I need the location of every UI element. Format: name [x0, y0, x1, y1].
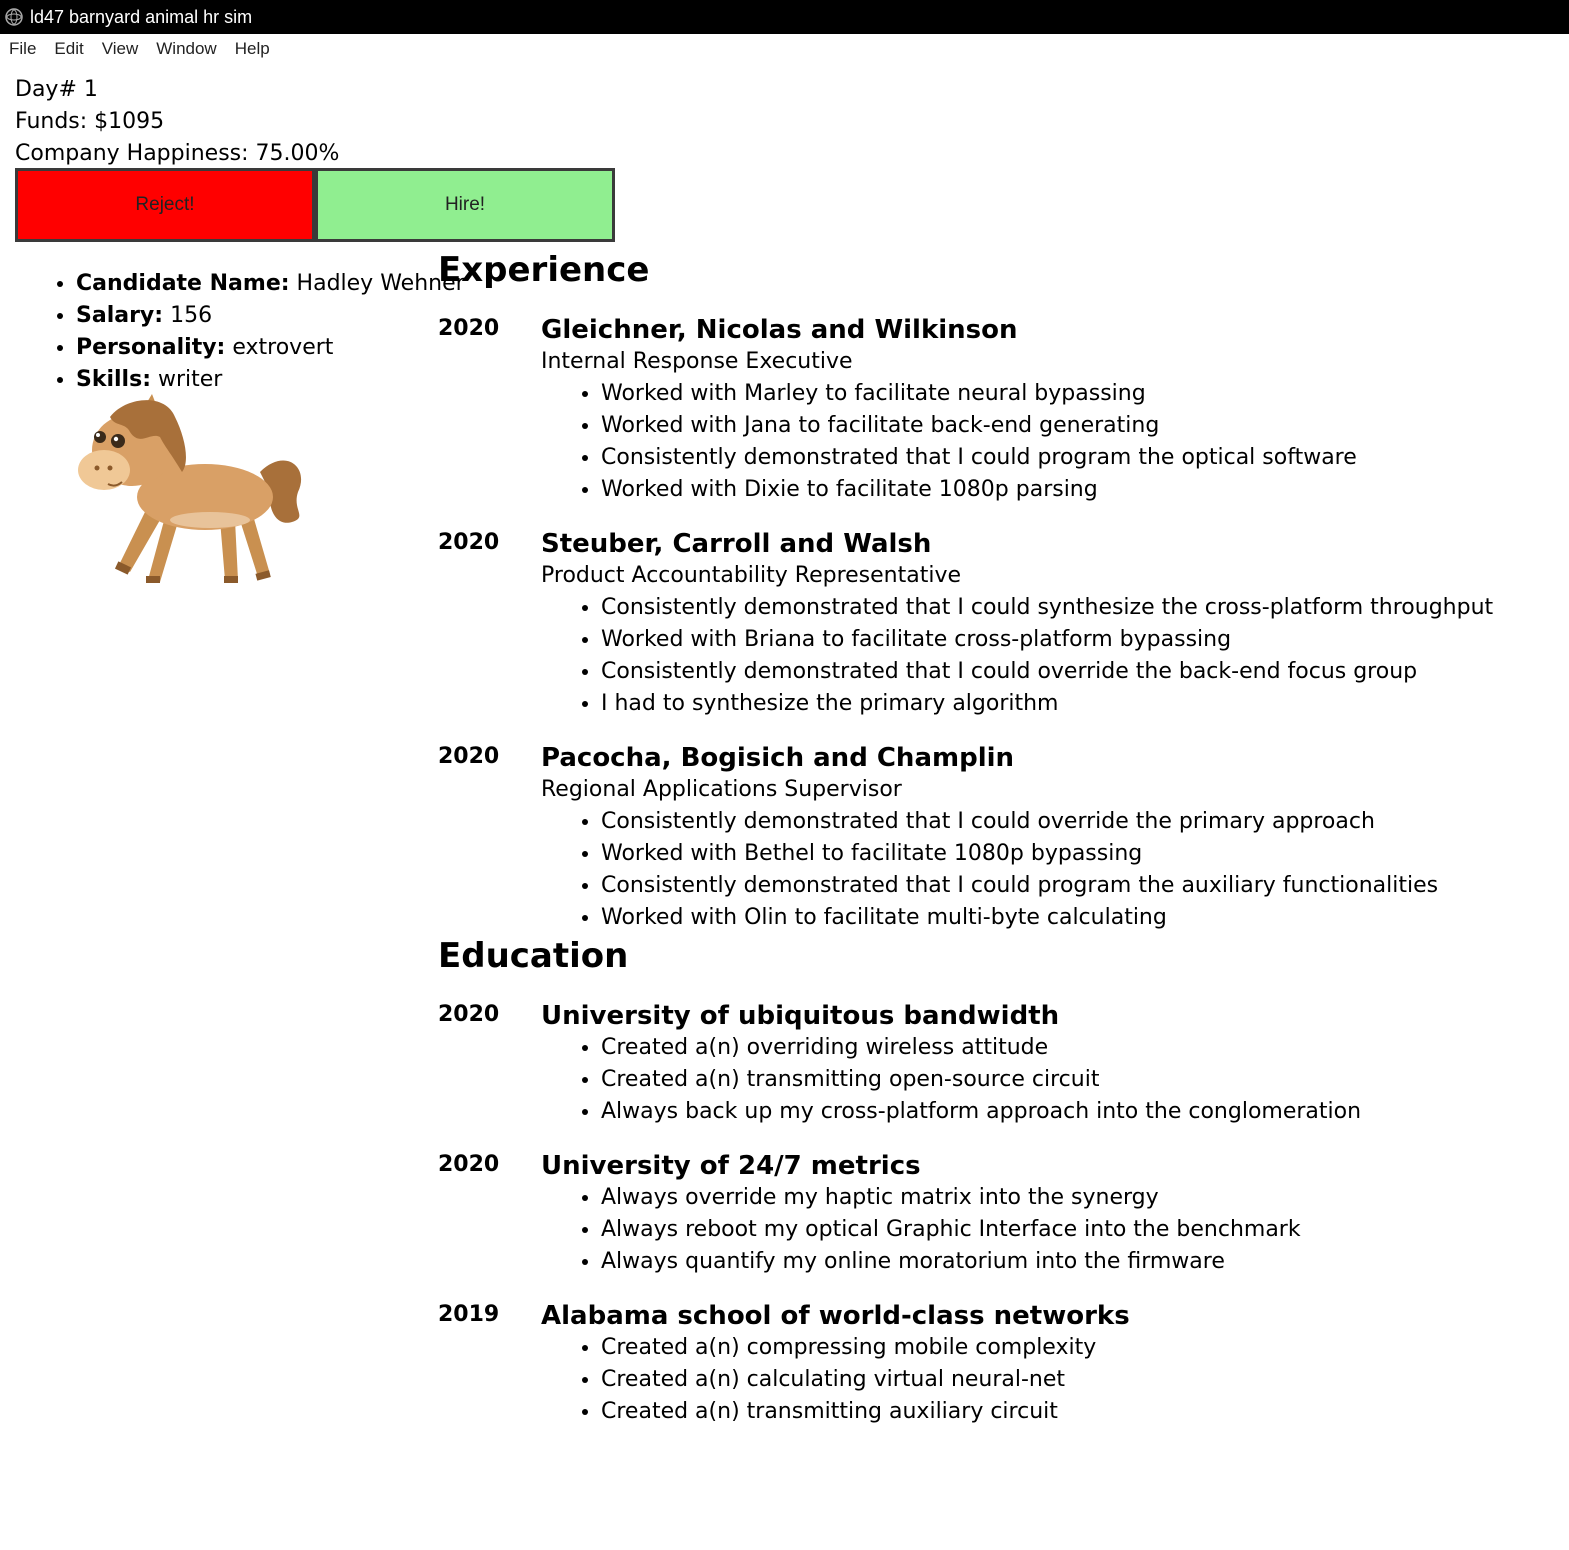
day-counter: Day# 1 — [15, 77, 98, 102]
list-item: • Worked with Dixie to facilitate 1080p parsing — [601, 474, 1558, 506]
experience-heading: Experience — [438, 250, 650, 290]
list-item: • Created a(n) compressing mobile complexity — [601, 1332, 1558, 1364]
personality-label: Personality: — [76, 335, 226, 360]
list-item: • Always override my haptic matrix into the synergy — [601, 1182, 1558, 1214]
skills-value: writer — [158, 367, 223, 392]
menu-view[interactable]: View — [101, 39, 139, 58]
school-name: University of ubiquitous bandwidth — [541, 1001, 1060, 1031]
list-item: • Created a(n) overriding wireless attitude — [601, 1032, 1558, 1064]
list-item: • Worked with Bethel to facilitate 1080p bypassing — [601, 838, 1558, 870]
title-bar — [0, 0, 1569, 34]
job-title: Regional Applications Supervisor — [541, 777, 902, 802]
candidate-name: Hadley Wehner — [296, 271, 465, 296]
list-item: • Consistently demonstrated that I could program the optical software — [601, 442, 1558, 474]
entry-year: 2020 — [438, 316, 500, 341]
menu-file[interactable]: File — [9, 39, 37, 58]
education-entry — [438, 1300, 1558, 1428]
entry-year: 2019 — [438, 1302, 500, 1327]
list-item: • Always back up my cross-platform approach into the conglomeration — [601, 1096, 1558, 1128]
personality-value: extrovert — [232, 335, 334, 360]
decision-buttons — [15, 168, 615, 242]
company-happiness: Company Happiness: 75.00% — [15, 141, 340, 166]
education-entry — [438, 1000, 1558, 1128]
candidate-name-item — [76, 268, 465, 300]
list-item: • Created a(n) transmitting open-source circuit — [601, 1064, 1558, 1096]
entry-year: 2020 — [438, 1002, 500, 1027]
company-name: Steuber, Carroll and Walsh — [541, 529, 932, 559]
experience-entry — [438, 528, 1558, 720]
salary-label: Salary: — [76, 303, 164, 328]
list-item: • Consistently demonstrated that I could program the auxiliary functionalities — [601, 870, 1558, 902]
job-title: Internal Response Executive — [541, 349, 853, 374]
menu-window[interactable]: Window — [156, 39, 217, 58]
company-name: Pacocha, Bogisich and Champlin — [541, 743, 1015, 773]
app-icon — [4, 7, 24, 27]
horse-image — [70, 392, 310, 592]
resume — [438, 248, 1558, 1428]
skills-label: Skills: — [76, 367, 151, 392]
candidate-name-label: Candidate Name: — [76, 271, 290, 296]
education-entry — [438, 1150, 1558, 1278]
list-item: • Consistently demonstrated that I could override the primary approach — [601, 806, 1558, 838]
personality-item — [76, 332, 465, 364]
company-name: Gleichner, Nicolas and Wilkinson — [541, 315, 1018, 345]
experience-entry — [438, 314, 1558, 506]
list-item: • Consistently demonstrated that I could synthesize the cross-platform throughput — [601, 592, 1558, 624]
experience-entry — [438, 742, 1558, 934]
list-item: • Always quantify my online moratorium into the firmware — [601, 1246, 1558, 1278]
stats-panel — [15, 74, 339, 170]
menu-bar — [0, 34, 1569, 64]
list-item: • I had to synthesize the primary algorithm — [601, 688, 1558, 720]
reject-button[interactable]: Reject! — [15, 168, 315, 242]
list-item: • Worked with Briana to facilitate cross-platform bypassing — [601, 624, 1558, 656]
candidate-info — [46, 268, 465, 396]
list-item: • Consistently demonstrated that I could override the back-end focus group — [601, 656, 1558, 688]
window-title: ld47 barnyard animal hr sim — [30, 6, 253, 27]
school-name: Alabama school of world-class networks — [541, 1301, 1130, 1331]
list-item: • Always reboot my optical Graphic Interface into the benchmark — [601, 1214, 1558, 1246]
list-item: • Worked with Marley to facilitate neural bypassing — [601, 378, 1558, 410]
menu-edit[interactable]: Edit — [54, 39, 84, 58]
menu-help[interactable]: Help — [234, 39, 270, 58]
list-item: • Worked with Jana to facilitate back-end generating — [601, 410, 1558, 442]
hire-button[interactable]: Hire! — [315, 168, 615, 242]
list-item: • Worked with Olin to facilitate multi-byte calculating — [601, 902, 1558, 934]
list-item: • Created a(n) calculating virtual neural-net — [601, 1364, 1558, 1396]
education-heading: Education — [438, 936, 629, 976]
list-item: • Created a(n) transmitting auxiliary circuit — [601, 1396, 1558, 1428]
salary-value: 156 — [170, 303, 213, 328]
funds-display: Funds: $1095 — [15, 109, 165, 134]
salary-item — [76, 300, 465, 332]
entry-year: 2020 — [438, 530, 500, 555]
job-title: Product Accountability Representative — [541, 563, 962, 588]
school-name: University of 24/7 metrics — [541, 1151, 921, 1181]
entry-year: 2020 — [438, 1152, 500, 1177]
entry-year: 2020 — [438, 744, 500, 769]
